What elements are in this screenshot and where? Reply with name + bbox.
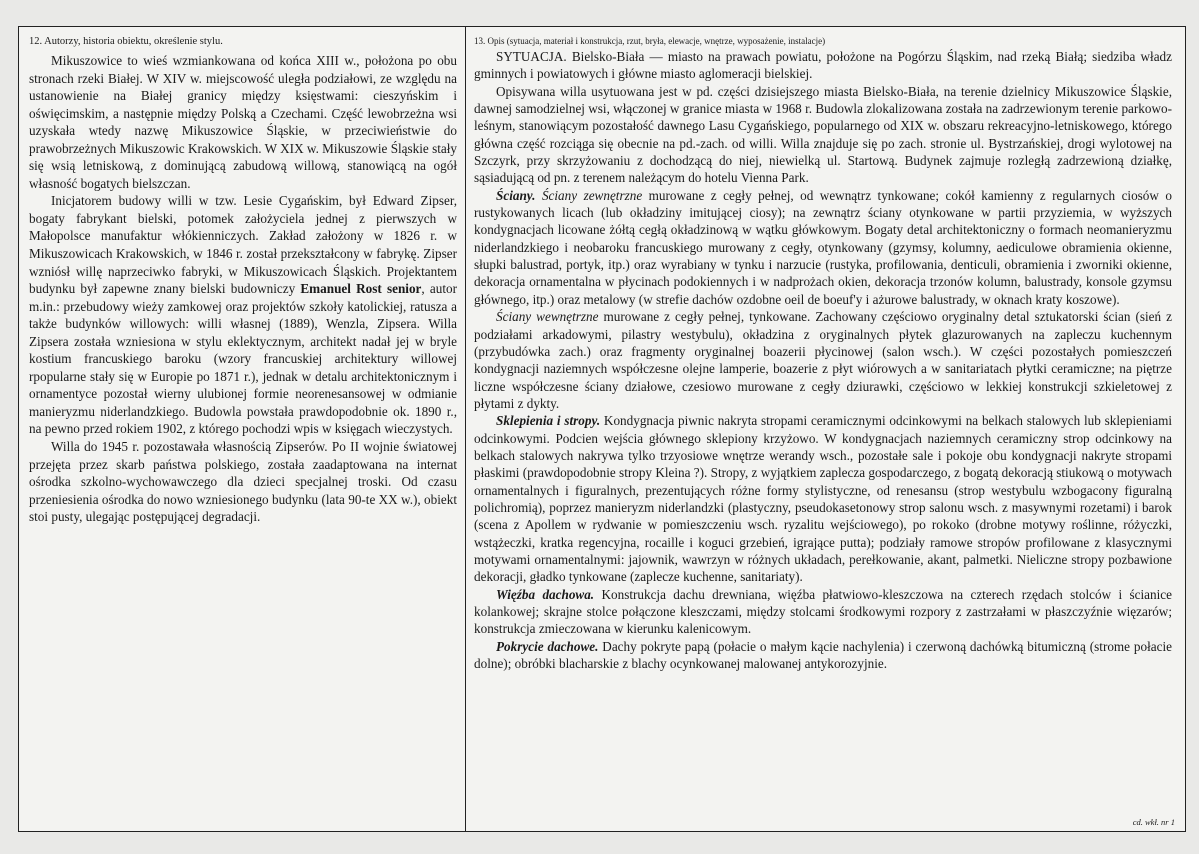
section-13-header: 13. Opis (sytuacja, materiał i konstrukcja, rzut, bryła, elewacje, wnętrze, wyposażenie, instalacje)	[474, 36, 826, 46]
record-card	[18, 26, 1186, 832]
walls-text: murowane z cegły pełnej, od wewnątrz tynkowane; cokół kamienny z regularnych ciosów o rustykowanych licach (lub okładziny imitującej ciosy); na zewnątrz ściany otynkowane w partii przyziemia, w wyższych kondygnacjach licowane żółtą cegłą okładzinową w wątku główkowym. Bogaty detal architektoniczny o formach neomanieryzmu niderlandzkiego i neobaroku francuskiego murowany z cegły, otynkowany (gzymsy, kolumny, aediculowe obramienia okienne, słupki balustrad, portyk, itp.) oraz wyrabiany w tynku i narzucie (rustyka, profilowania, denticuli, obramienia i zworniki okienne, dekoracja ornamentalna w płycinach podokiennych i w nadprożach okien, dekoracja trzonów kolumn, balustrady, konsole gzymsu głównego, itp.) oraz metalowy (w strefie dachów ozdobne oeil de boeuf'y i ażurowe balustrady, w oknach kraty koszowe).	[474, 187, 1172, 307]
interior-walls-label: Ściany wewnętrzne	[496, 309, 599, 325]
exterior-walls-label: Ściany zewnętrzne	[541, 187, 643, 203]
roof-truss-text: Konstrukcja dachu drewniana, więźba płatwiowo-kleszczowa na czterech rzędach stolców i ścianice kolankowej; skrajne stolce połączone kleszczami, między stolcami środkowymi rozpory z zastrzałami w płaszczyźnie więzarów; konstrukcja zmieczowana w kierunku kalenicowym.	[474, 586, 1172, 637]
sytuacja-text: Bielsko-Biała — miasto na prawach powiatu, położone na Pogórzu Śląskim, nad rzeką Białą; siedziba władz gminnych i powiatowych i główne miasto aglomeracji bielskiej.	[474, 49, 1172, 82]
interior-walls-paragraph	[474, 308, 1172, 412]
history-paragraph-2a: Inicjatorem budowy willi w tzw. Lesie Cygańskim, był Edward Zipser, bogaty fabrykant bielski, potomek założyciela jednej z pierwszych w Małopolsce manufaktur włókienniczych. Zakład założony w 1826 r. w Mikuszowicach Krakowskich, w 1846 r. został przekształcony w fabrykę. Zipser wzniósł willę naprzeciwko fabryki, w Mikuszowicach Śląskich. Projektantem budynku był zapewne znany bielski budowniczy	[29, 193, 457, 297]
sytuacja-paragraph	[474, 48, 1172, 83]
walls-paragraph	[474, 187, 1172, 308]
roofing-paragraph	[474, 638, 1172, 673]
continuation-note: cd. wkł. nr 1	[1132, 817, 1175, 827]
history-paragraph-2	[29, 192, 457, 438]
walls-lead: Ściany.	[496, 187, 536, 203]
roof-truss-paragraph	[474, 586, 1172, 638]
roofing-lead: Pokrycie dachowe.	[496, 638, 599, 654]
interior-walls-text: murowane z cegły pełnej, tynkowane. Zachowany częściowo oryginalny detal sztukatorski ścian (sień z podziałami arkadowymi, pilastry westybulu), okładzina z oryginalnych płytek glazurowanych na zapleczu kuchennym (przybudówka zach.) oraz fragmenty oryginalnej boazerii płycinowej (salon wsch.). W części pozostałych pomieszczeń kondygnacji naziemnych współczesne olejne lamperie, boazerie z płyt wiórowych a w sanitariatach płytki ceramiczne; na piętrze liczne współczesne ściany działowe, czesiowo murowane z cegły dziurawki, częściowo w lekkiej konstrukcji szkieletowej z płytami z dykty.	[474, 309, 1173, 411]
roof-truss-lead: Więźba dachowa.	[496, 586, 595, 602]
history-paragraph-1: Mikuszowice to wieś wzmiankowana od końca XIII w., położona po obu stronach rzeki Białej. W XIV w. miejscowość uległa podziałowi, ze względu na ustanowienie na Białej granicy między księstwami: cieszyńskim i oświęcimskim, a następnie między Polską a Czechami. Część lewobrzeżna wsi uzyskała wtedy nazwę Mikuszowice Śląskie, w przeciwieństwie do prawobrzeżnych Mikuszowic Krakowskich. W XIX w. Mikuszowie Śląskie stały się wsią letniskową, z dominującą zabudową willową, stanowiącą na ogół własność bogatych bielszczan.	[29, 53, 457, 191]
location-paragraph: Opisywana willa usytuowana jest w pd. części dzisiejszego miasta Bielsko-Biała, na terenie dzielnicy Mikuszowice Śląskie, dawnej samodzielnej wsi, włączonej w granice miasta w 1968 r. Budowla zlokalizowana została na zadrzewionym terenie parkowo-leśnym, stanowiącym pozostałość dawnego Lasu Cygańskiego, popularnego od XIX w. obszaru rekreacyjno-letniskowego, którego główna część rozciąga się obecnie na pd.-zach. od willi. Willa znajduje się po zach. stronie ul. Bystrzańskiej, drogi wylotowej na Szczyrk, przy skrzyżowaniu z dochodzącą do niej, niewielką ul. Startową. Budynek zajmuje rozległą zadrzewioną działkę, sąsiadującą od pn. z terenem należącym do hotelu Vienna Park.	[474, 83, 1172, 186]
vaults-text: Kondygnacja piwnic nakryta stropami ceramicznymi odcinkowymi na belkach stalowych lub sklepieniami odcinkowymi. Podcien wejścia głównego sklepiony krzyżowo. W kondygnacjach naziemnych ceramiczny strop odcinkowy na belkach stalowych nakrywa tylko trzyosiowe wnętrze werandy wsch., pozostałe sale i pokoje obu kondygnacji nakryte stropami płaskimi (prawdopodobnie stropy Kleina ?). Stropy, z wyjątkiem zaplecza gospodarczego, z bogatą dekoracją stiukową o motywach ornamentalnych i figuralnych, prezentujących różne formy stylistyczne, od renesansu (strop westybulu wzbogacony figuralną polichromią), poprzez manieryzm niderlandzki (plastyczny, pseudokasetonowy strop salonu wsch. z masywnymi rozetami) i barok (scena z Apollem w rydwanie w pomieszczeniu wsch. ryzalitu wejściowego), po rokoko (drobne motywy roślinne, różyczki, wstążeczki, kratka regencyjna, rocaille i koguci grzebień, igrające putta); podziały ramowe stropów profilowane z klasycznymi motywami ornamentalnymi: jajownik, wawrzyn w różnych układach, perełkowanie, akant, palmetki. Nieliczne stropy pozbawione dekoracji, gładko tynkowane (zaplecze kuchenne, sanitariaty).	[474, 413, 1172, 585]
history-paragraph-3: Willa do 1945 r. pozostawała własnością Zipserów. Po II wojnie światowej przejęta przez skarb państwa polskiego, została zaadaptowana na internat ośrodka szkolno-wychowawczego dla dzieci specjalnej troski. Od czasu przeniesienia ośrodka do nowo wzniesionego budynku (lata 90-te XX w.), obiekt stoi pusty, ulegając postępującej degradacji.	[29, 439, 457, 525]
vaults-lead: Sklepienia i stropy.	[496, 413, 601, 429]
left-column	[29, 35, 457, 526]
roofing-text: Dachy pokryte papą (połacie o małym kącie nachylenia) i czerwoną dachówką bitumiczną (strome połacie dolne); obróbki blacharskie z blachy ocynkowanej malowanej antykorozyjnie.	[474, 638, 1172, 672]
vaults-paragraph	[474, 412, 1172, 585]
history-paragraph-2b: , autor m.in.: przebudowy wieży zamkowej oraz projektów szkoły katolickiej, ratusza a także budynków willowych: willi własnej (1889), Wenzla, Zipsera. Willa Zipsera została wzniesiona w stylu eklektycznym, architekt nadał jej w bryle kostium francuskiego baroku (wzory francuskiej architektury willowej rpopularne stały się w Europie po 1871 r.), jednak w detalu architektonicznym i ornamentyce pozostał wierny ulubionej formie neorenesansowej w odmianie manieryzmu niderlandzkiego. Budowla powstała prawdopodobnie ok. 1890 r., na pewno przed rokiem 1902, z którego pochodzi wpis w księgach wieczystych.	[29, 281, 457, 437]
right-column	[474, 35, 1172, 672]
column-divider	[465, 27, 466, 831]
architect-name: Emanuel Rost senior	[300, 281, 422, 297]
sytuacja-lead: SYTUACJA.	[496, 49, 567, 64]
section-12-header: 12. Autorzy, historia obiektu, określenie stylu.	[29, 36, 223, 47]
